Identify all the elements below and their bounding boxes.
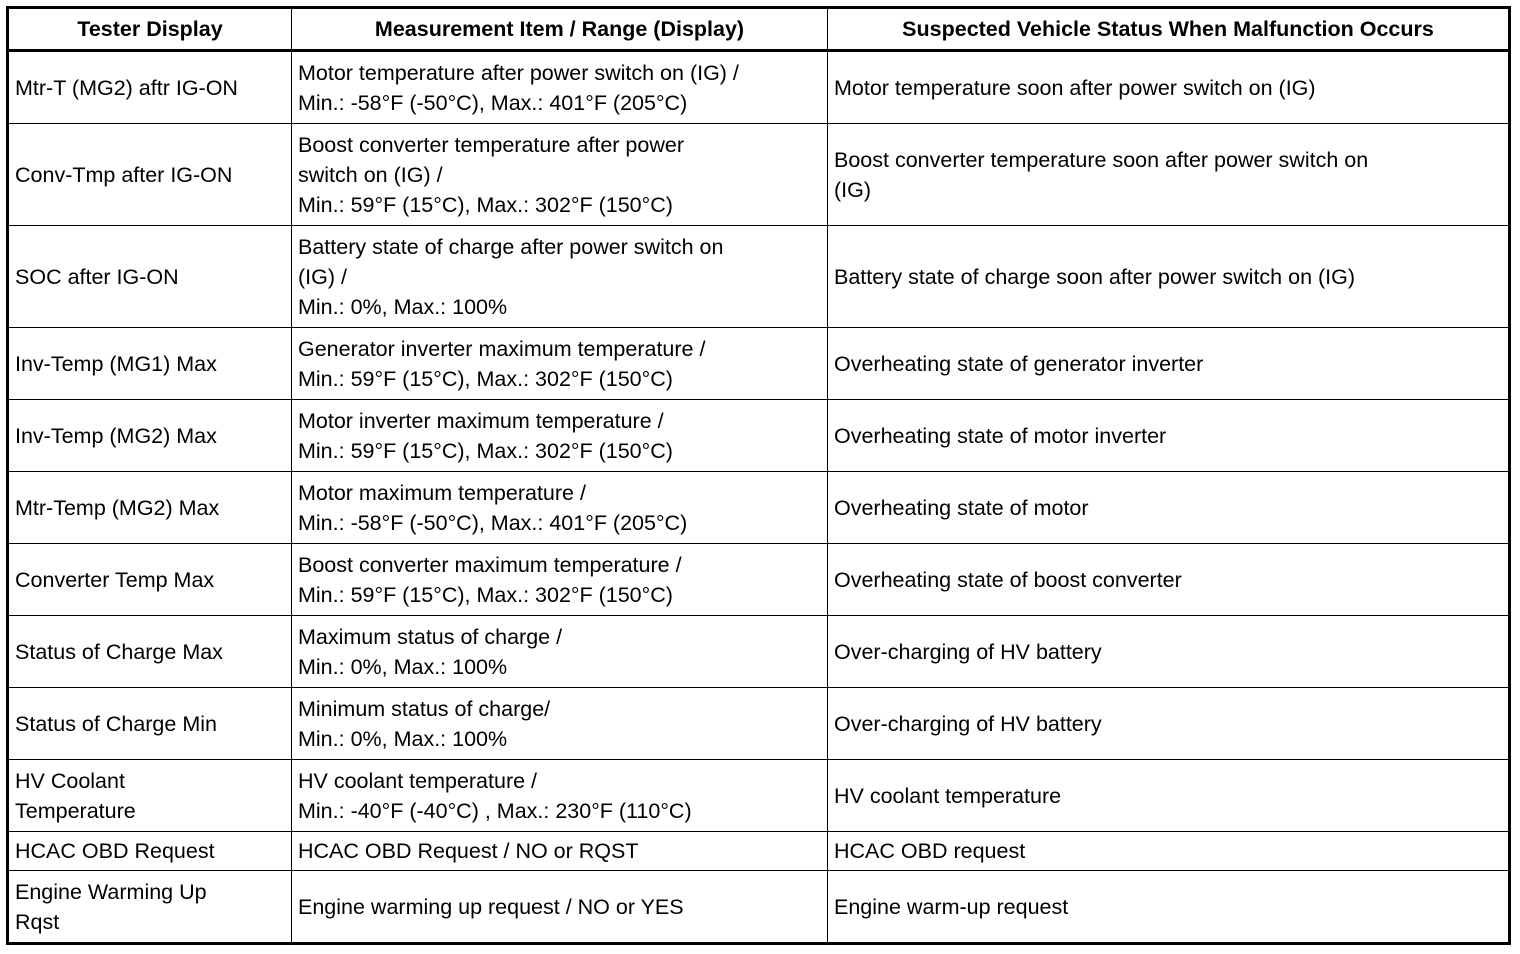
cell-vehicle-status: [828, 124, 1510, 226]
cell-text-line: HCAC OBD request: [834, 839, 1026, 863]
cell-vehicle-status: [828, 616, 1510, 688]
cell-vehicle-status: [828, 226, 1510, 328]
cell-measurement: [292, 51, 828, 124]
cell-text-line: Inv-Temp (MG1) Max: [15, 351, 217, 376]
cell-vehicle-status: [828, 760, 1510, 832]
header-measurement-item: Measurement Item / Range (Display): [292, 8, 828, 51]
cell-text-line: Min.: 0%, Max.: 100%: [298, 654, 508, 679]
cell-measurement: [292, 124, 828, 226]
cell-measurement: [292, 616, 828, 688]
table-row: [8, 544, 1510, 616]
cell-vehicle-status: [828, 544, 1510, 616]
cell-text-line: Engine Warming Up: [15, 879, 207, 904]
header-suspected-status: Suspected Vehicle Status When Malfunction Occurs: [828, 8, 1510, 51]
cell-text-line: Min.: -40°F (-40°C) , Max.: 230°F (110°C): [298, 798, 692, 823]
cell-text-line: Generator inverter maximum temperature /: [298, 336, 706, 361]
cell-tester-display: [8, 616, 292, 688]
cell-text-line: HCAC OBD Request / NO or RQST: [298, 839, 639, 863]
cell-text-line: HV Coolant: [15, 768, 125, 793]
table-row: [8, 51, 1510, 124]
cell-text-line: Boost converter temperature after power: [298, 132, 684, 157]
cell-tester-display: [8, 124, 292, 226]
cell-text-line: Mtr-T (MG2) aftr IG-ON: [15, 75, 238, 100]
cell-measurement: [292, 832, 828, 871]
cell-tester-display: [8, 544, 292, 616]
cell-vehicle-status: [828, 400, 1510, 472]
cell-text-line: SOC after IG-ON: [15, 264, 179, 289]
cell-text-line: Min.: 59°F (15°C), Max.: 302°F (150°C): [298, 192, 673, 217]
cell-tester-display: [8, 472, 292, 544]
table-row: [8, 616, 1510, 688]
cell-text-line: Overheating state of boost converter: [834, 567, 1182, 592]
cell-measurement: [292, 472, 828, 544]
cell-vehicle-status: [828, 871, 1510, 944]
cell-tester-display: [8, 760, 292, 832]
header-row: [8, 8, 1510, 51]
cell-tester-display: [8, 832, 292, 871]
cell-measurement: [292, 544, 828, 616]
cell-text-line: Maximum status of charge /: [298, 624, 563, 649]
cell-text-line: Overheating state of motor inverter: [834, 423, 1167, 448]
table-row: [8, 760, 1510, 832]
cell-text-line: Status of Charge Max: [15, 639, 223, 664]
cell-tester-display: [8, 688, 292, 760]
cell-tester-display: [8, 400, 292, 472]
table-row: [8, 328, 1510, 400]
diagnostic-data-table: [6, 6, 1511, 945]
cell-text-line: switch on (IG) /: [298, 162, 443, 187]
cell-text-line: Min.: 59°F (15°C), Max.: 302°F (150°C): [298, 366, 673, 391]
cell-text-line: Status of Charge Min: [15, 711, 217, 736]
table-row: [8, 226, 1510, 328]
cell-text-line: HV coolant temperature /: [298, 768, 538, 793]
cell-measurement: [292, 328, 828, 400]
cell-vehicle-status: [828, 51, 1510, 124]
cell-text-line: Overheating state of generator inverter: [834, 351, 1204, 376]
cell-text-line: Min.: 0%, Max.: 100%: [298, 294, 508, 319]
cell-text-line: Conv-Tmp after IG-ON: [15, 162, 233, 187]
cell-tester-display: [8, 328, 292, 400]
table-row: [8, 472, 1510, 544]
cell-measurement: [292, 760, 828, 832]
cell-measurement: [292, 400, 828, 472]
cell-text-line: Minimum status of charge/: [298, 696, 551, 721]
cell-text-line: Over-charging of HV battery: [834, 711, 1102, 736]
cell-text-line: Engine warming up request / NO or YES: [298, 894, 684, 919]
cell-tester-display: [8, 226, 292, 328]
cell-text-line: Motor inverter maximum temperature /: [298, 408, 664, 433]
table-row: [8, 688, 1510, 760]
table-header: [8, 8, 1510, 51]
cell-vehicle-status: [828, 328, 1510, 400]
cell-text-line: Engine warm-up request: [834, 894, 1069, 919]
table-row: [8, 871, 1510, 944]
cell-text-line: Min.: 0%, Max.: 100%: [298, 726, 508, 751]
table-body: [8, 51, 1510, 944]
cell-text-line: Battery state of charge soon after power switch on (IG): [834, 264, 1356, 289]
cell-text-line: Battery state of charge after power switch on: [298, 234, 724, 259]
cell-text-line: Min.: -58°F (-50°C), Max.: 401°F (205°C): [298, 510, 688, 535]
cell-text-line: Converter Temp Max: [15, 567, 215, 592]
cell-text-line: Motor maximum temperature /: [298, 480, 586, 505]
cell-text-line: Temperature: [15, 798, 136, 823]
table-row: [8, 124, 1510, 226]
cell-text-line: (IG) /: [298, 264, 347, 289]
cell-text-line: Motor temperature after power switch on (IG) /: [298, 60, 739, 85]
header-tester-display: Tester Display: [8, 8, 292, 51]
cell-vehicle-status: [828, 472, 1510, 544]
cell-text-line: Over-charging of HV battery: [834, 639, 1102, 664]
cell-measurement: [292, 688, 828, 760]
cell-text-line: Mtr-Temp (MG2) Max: [15, 495, 220, 520]
cell-measurement: [292, 871, 828, 944]
cell-text-line: (IG): [834, 177, 872, 202]
cell-tester-display: [8, 51, 292, 124]
cell-vehicle-status: [828, 688, 1510, 760]
cell-tester-display: [8, 871, 292, 944]
cell-text-line: HV coolant temperature: [834, 783, 1062, 808]
table-row: [8, 400, 1510, 472]
cell-text-line: Min.: -58°F (-50°C), Max.: 401°F (205°C): [298, 90, 688, 115]
cell-text-line: Min.: 59°F (15°C), Max.: 302°F (150°C): [298, 438, 673, 463]
cell-text-line: Rqst: [15, 909, 60, 934]
cell-text-line: Motor temperature soon after power switch on (IG): [834, 75, 1316, 100]
cell-text-line: HCAC OBD Request: [15, 839, 215, 863]
table-row: [8, 832, 1510, 871]
cell-text-line: Overheating state of motor: [834, 495, 1089, 520]
cell-vehicle-status: [828, 832, 1510, 871]
cell-text-line: Inv-Temp (MG2) Max: [15, 423, 217, 448]
cell-text-line: Boost converter maximum temperature /: [298, 552, 682, 577]
cell-text-line: Min.: 59°F (15°C), Max.: 302°F (150°C): [298, 582, 673, 607]
cell-text-line: Boost converter temperature soon after power switch on: [834, 147, 1369, 172]
cell-measurement: [292, 226, 828, 328]
